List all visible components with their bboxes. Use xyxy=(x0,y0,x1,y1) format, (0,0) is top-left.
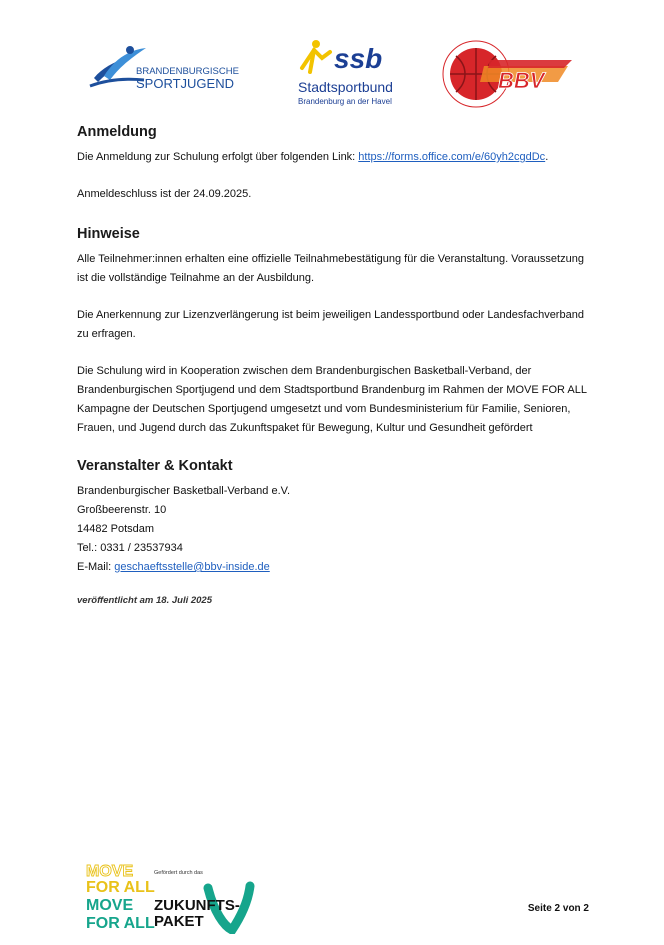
ssb-subtitle: Brandenburg an der Havel xyxy=(298,97,392,106)
published-date: veröffentlicht am 18. Juli 2025 xyxy=(77,595,212,606)
move-line-4: FOR ALL xyxy=(86,915,155,932)
anmeldung-text: Die Anmeldung zur Schulung erfolgt über folgenden Link: xyxy=(77,151,359,163)
page-number: Seite 2 von 2 xyxy=(527,903,589,914)
anmeldung-paragraph xyxy=(77,148,597,167)
move-for-all-zukunftspaket-logo xyxy=(84,862,264,939)
ssb-mark: ssb xyxy=(334,43,383,74)
anmeldung-period: . xyxy=(545,151,549,163)
sponsor-note: Gefördert durch das xyxy=(154,870,203,876)
zukunft-line-1: ZUKUNFTS- xyxy=(154,897,240,914)
move-line-1: MOVE xyxy=(86,863,134,880)
anmeldeschluss-text: Anmeldeschluss ist der 24.09.2025. xyxy=(77,188,252,200)
ssb-logo xyxy=(296,38,406,112)
contact-city: 14482 Potsdam xyxy=(77,523,155,535)
sportjugend-line1: BRANDENBURGISCHE xyxy=(136,66,239,77)
section-title-hinweise: Hinweise xyxy=(77,226,140,242)
section-title-kontakt: Veranstalter & Kontakt xyxy=(77,458,233,474)
sportjugend-line2: SPORTJUGEND xyxy=(136,76,234,91)
sportjugend-logo xyxy=(84,40,244,96)
move-line-3: MOVE xyxy=(86,897,134,914)
contact-email-link[interactable]: geschaeftsstelle@bbv-inside.de xyxy=(114,561,270,573)
bbv-logo xyxy=(440,36,580,112)
document-body xyxy=(77,124,597,610)
contact-email-line xyxy=(77,558,597,577)
hinweise-paragraph-3: Die Schulung wird in Kooperation zwischen dem Brandenburgischen Basketball-Verband, der Brandenburgischen Sportjugend und dem Stadtsportbund Brandenburg im Rahmen der MOVE FOR ALL Kampagne der Deutschen Sportjugend umgesetzt und vom Bundesministerium für Familie, Senioren, Frauen, und Jugend durch das Zukunftspaket für Bewegung, Kultur und Gesundheit gefördert xyxy=(77,365,587,434)
ssb-name: Stadtsportbund xyxy=(298,79,393,95)
contact-street: Großbeerenstr. 10 xyxy=(77,504,167,516)
section-title-anmeldung: Anmeldung xyxy=(77,124,157,140)
move-line-2: FOR ALL xyxy=(86,879,155,896)
bbv-mark: BBV xyxy=(498,68,545,93)
hinweise-paragraph-1: Alle Teilnehmer:innen erhalten eine offizielle Teilnahmebestätigung für die Veranstaltung. Voraussetzung ist die vollständige Teilnahme an der Ausbildung. xyxy=(77,253,584,284)
contact-org: Brandenburgischer Basketball-Verband e.V. xyxy=(77,485,291,497)
contact-email-label: E-Mail: xyxy=(77,561,115,573)
zukunft-line-2: PAKET xyxy=(154,913,204,930)
registration-link[interactable]: https://forms.office.com/e/60yh2cgdDc xyxy=(358,151,546,163)
hinweise-paragraph-2: Die Anerkennung zur Lizenzverlängerung ist beim jeweiligen Landessportbund oder Landesfachverband zu erfragen. xyxy=(77,309,584,340)
contact-phone: Tel.: 0331 / 23537934 xyxy=(77,542,183,554)
